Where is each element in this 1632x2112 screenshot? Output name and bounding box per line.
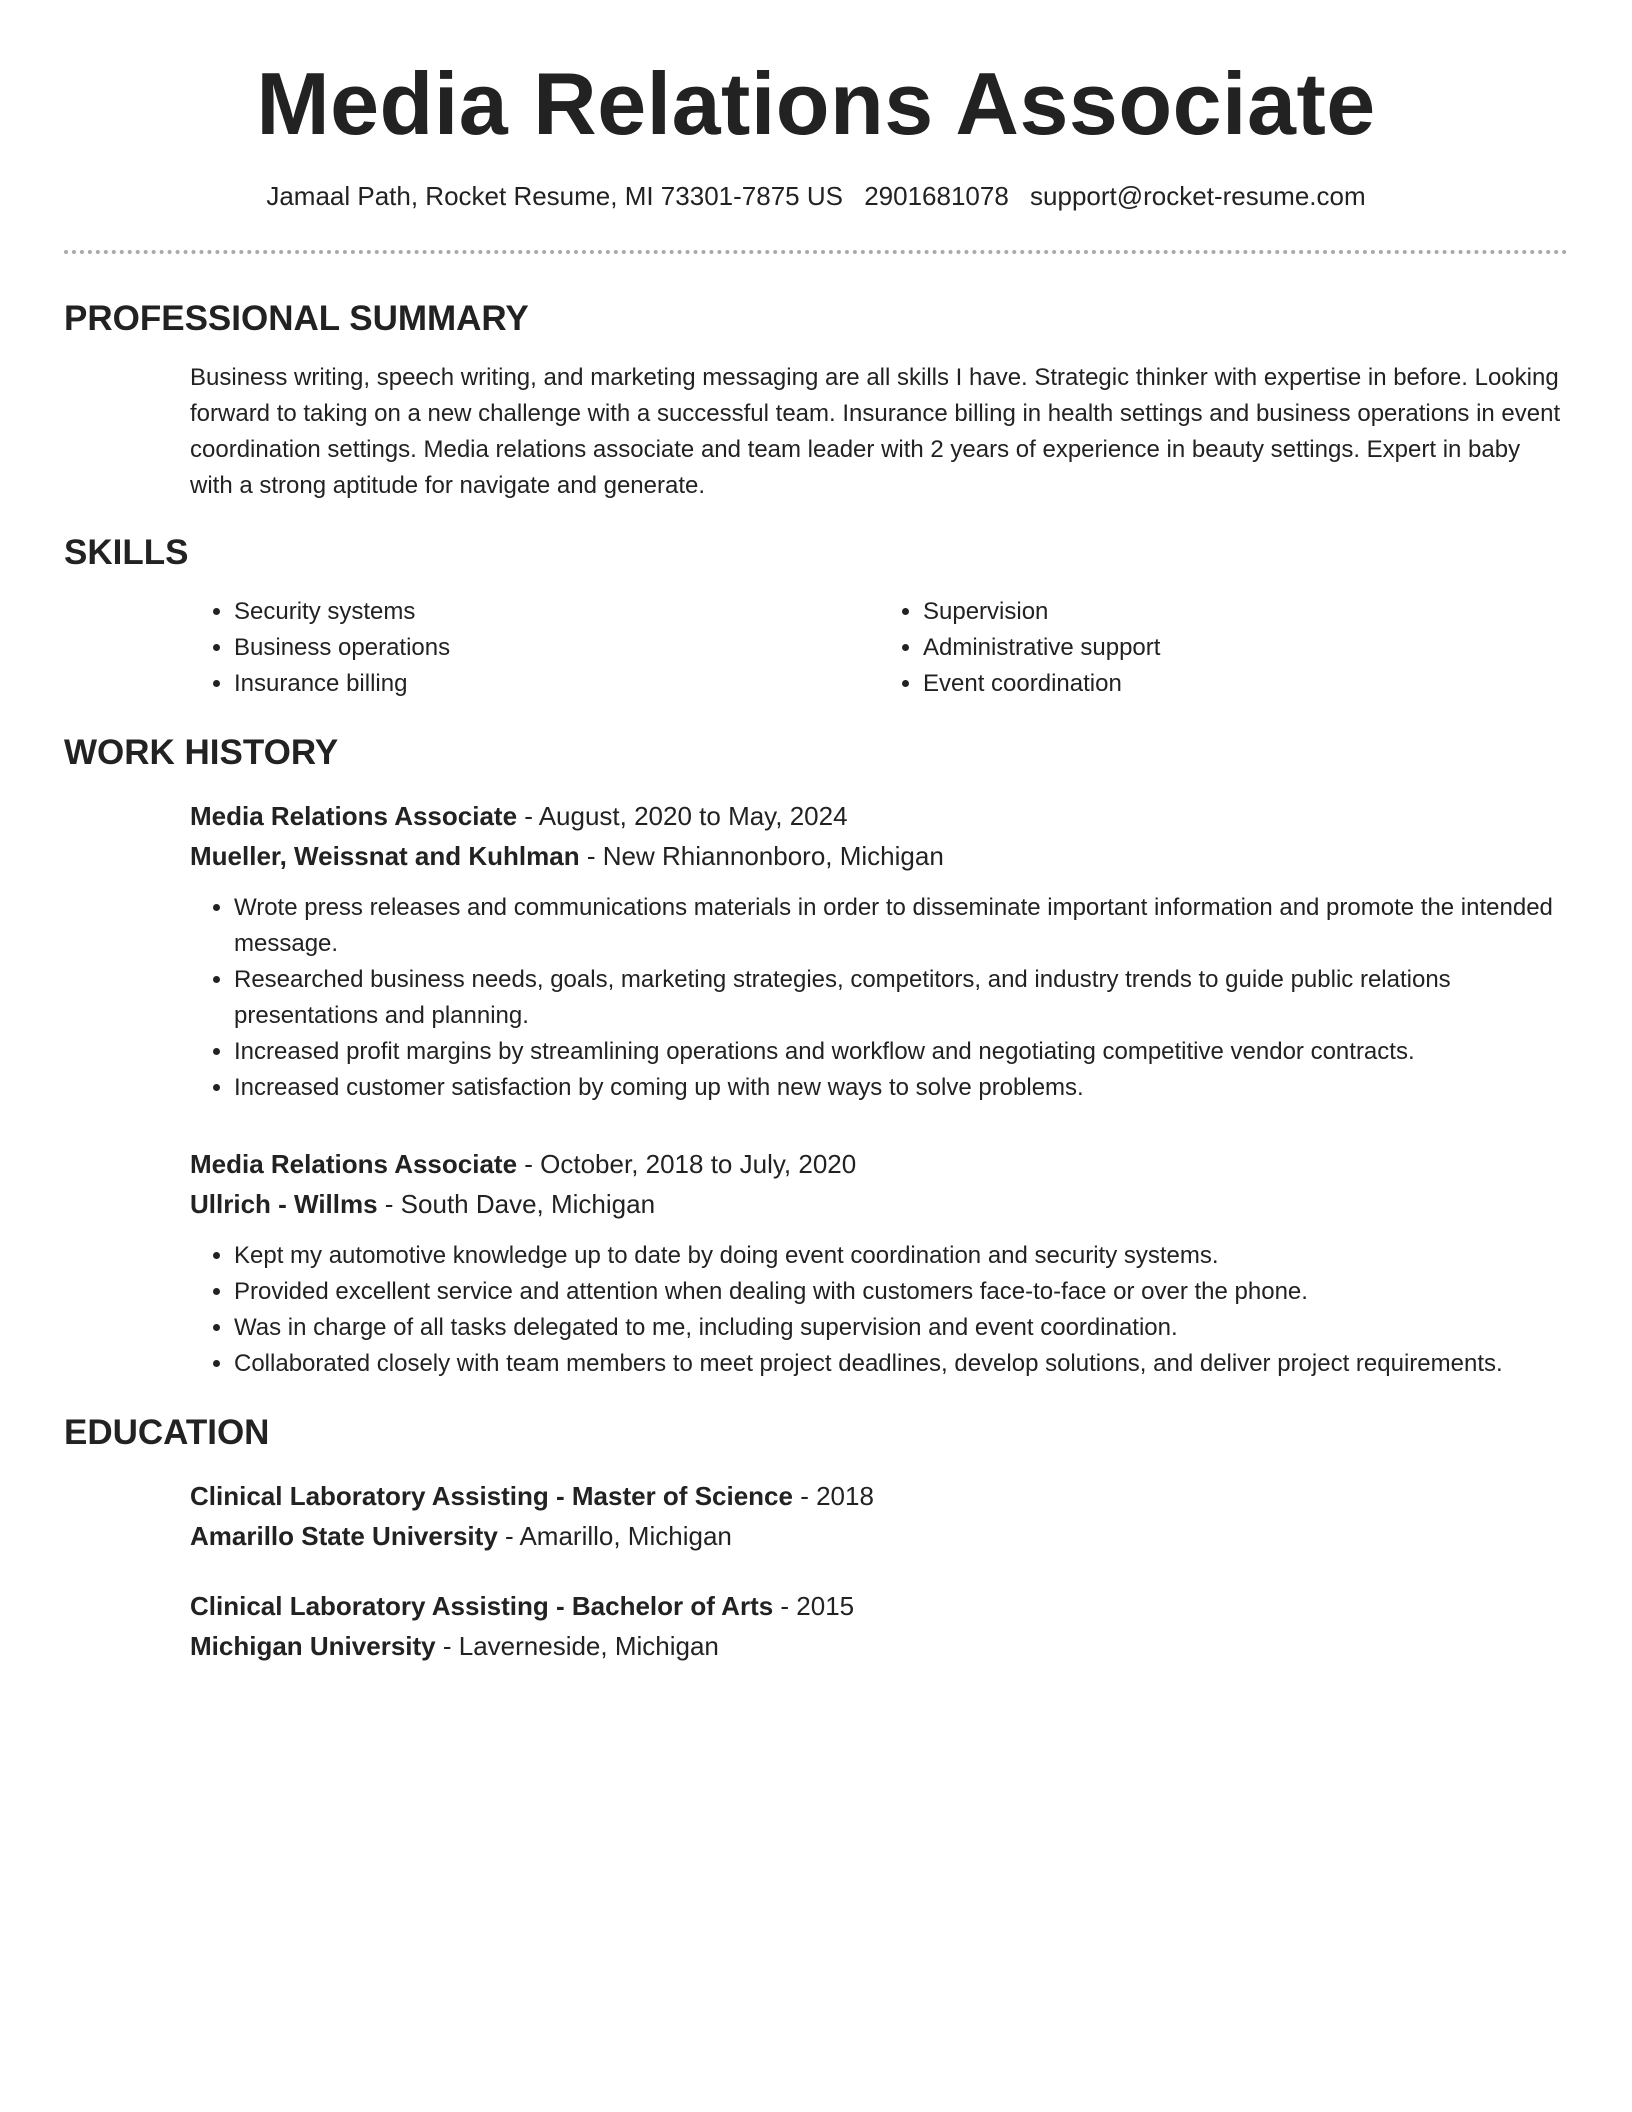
- skills-heading: SKILLS: [64, 533, 189, 572]
- skills-column-left: [190, 594, 879, 702]
- education-school-line: [190, 1516, 1568, 1556]
- summary-section: [64, 296, 1568, 504]
- skills-section: [64, 530, 1568, 702]
- education-degree-line: [190, 1586, 1568, 1626]
- skill-item: • Insurance billing: [234, 666, 879, 702]
- job-company-line: [190, 836, 1568, 876]
- job-role: Media Relations Associate: [190, 1149, 518, 1179]
- contact-email: support@rocket-resume.com: [1030, 181, 1366, 211]
- education-heading: EDUCATION: [64, 1413, 270, 1452]
- job-location: - New Rhiannonboro, Michigan: [579, 841, 944, 871]
- skill-item: • Supervision: [923, 594, 1568, 630]
- education-school: Michigan University: [190, 1631, 436, 1661]
- education-degree: Clinical Laboratory Assisting - Master of Science: [190, 1481, 793, 1511]
- skill-item: • Administrative support: [923, 630, 1568, 666]
- education-school: Amarillo State University: [190, 1521, 498, 1551]
- job-bullet: • Was in charge of all tasks delegated to me, including supervision and event coordination.: [234, 1310, 1568, 1346]
- job-bullet: • Increased customer satisfaction by coming up with new ways to solve problems.: [234, 1070, 1568, 1106]
- job-company-line: [190, 1184, 1568, 1224]
- job-dates: - October, 2018 to July, 2020: [517, 1149, 857, 1179]
- education-degree-line: [190, 1476, 1568, 1516]
- contact-phone: 2901681078: [864, 181, 1009, 211]
- job-dates: - August, 2020 to May, 2024: [517, 801, 848, 831]
- job-location: - South Dave, Michigan: [377, 1189, 656, 1219]
- education-year: - 2018: [792, 1481, 874, 1511]
- education-entry: [190, 1476, 1568, 1556]
- summary-heading: PROFESSIONAL SUMMARY: [64, 299, 529, 338]
- summary-text: Business writing, speech writing, and marketing messaging are all skills I have. Strategic thinker with expertise in before. Looking forward to taking on a new challenge with a successful team. Insurance billing in health settings and business operations in event coordination settings. Media relations associate and team leader with 2 years of experience in beauty settings. Expert in baby with a strong aptitude for navigate and generate.: [190, 364, 1561, 499]
- job-bullets: [190, 890, 1568, 1106]
- job-bullet: • Increased profit margins by streamlining operations and workflow and negotiating competitive vendor contracts.: [234, 1034, 1568, 1070]
- job-company: Ullrich - Willms: [190, 1189, 378, 1219]
- job-entry: [190, 1144, 1568, 1382]
- job-title-line: [190, 1144, 1568, 1184]
- job-entry: [190, 796, 1568, 1106]
- job-bullet: • Kept my automotive knowledge up to date by doing event coordination and security systems.: [234, 1238, 1568, 1274]
- education-location: - Amarillo, Michigan: [497, 1521, 732, 1551]
- skills-column-right: [879, 594, 1568, 702]
- work-history-section: [64, 730, 1568, 1382]
- contact-line: [0, 178, 1632, 214]
- job-bullets: [190, 1238, 1568, 1382]
- education-school-line: [190, 1626, 1568, 1666]
- job-bullet: • Collaborated closely with team members to meet project deadlines, develop solutions, and deliver project requirements.: [234, 1346, 1568, 1382]
- education-year: - 2015: [773, 1591, 855, 1621]
- job-bullet: • Wrote press releases and communications materials in order to disseminate important information and promote the intended message.: [234, 890, 1568, 962]
- skill-item: • Security systems: [234, 594, 879, 630]
- skill-item: • Event coordination: [923, 666, 1568, 702]
- education-section: [64, 1410, 1568, 1666]
- job-bullet: • Provided excellent service and attention when dealing with customers face-to-face or over the phone.: [234, 1274, 1568, 1310]
- contact-address: Jamaal Path, Rocket Resume, MI 73301-7875 US: [266, 181, 843, 211]
- resume-content: [64, 296, 1568, 1666]
- education-entry: [190, 1586, 1568, 1666]
- skill-item: • Business operations: [234, 630, 879, 666]
- job-bullet: • Researched business needs, goals, marketing strategies, competitors, and industry trends to guide public relations presentations and planning.: [234, 962, 1568, 1034]
- job-title-line: [190, 796, 1568, 836]
- header-divider: [64, 250, 1568, 254]
- resume-name-title: Media Relations Associate: [256, 54, 1376, 153]
- job-company: Mueller, Weissnat and Kuhlman: [190, 841, 580, 871]
- work-history-heading: WORK HISTORY: [64, 733, 339, 772]
- skills-grid: [190, 594, 1568, 702]
- education-location: - Laverneside, Michigan: [435, 1631, 719, 1661]
- job-role: Media Relations Associate: [190, 801, 518, 831]
- education-degree: Clinical Laboratory Assisting - Bachelor of Arts: [190, 1591, 774, 1621]
